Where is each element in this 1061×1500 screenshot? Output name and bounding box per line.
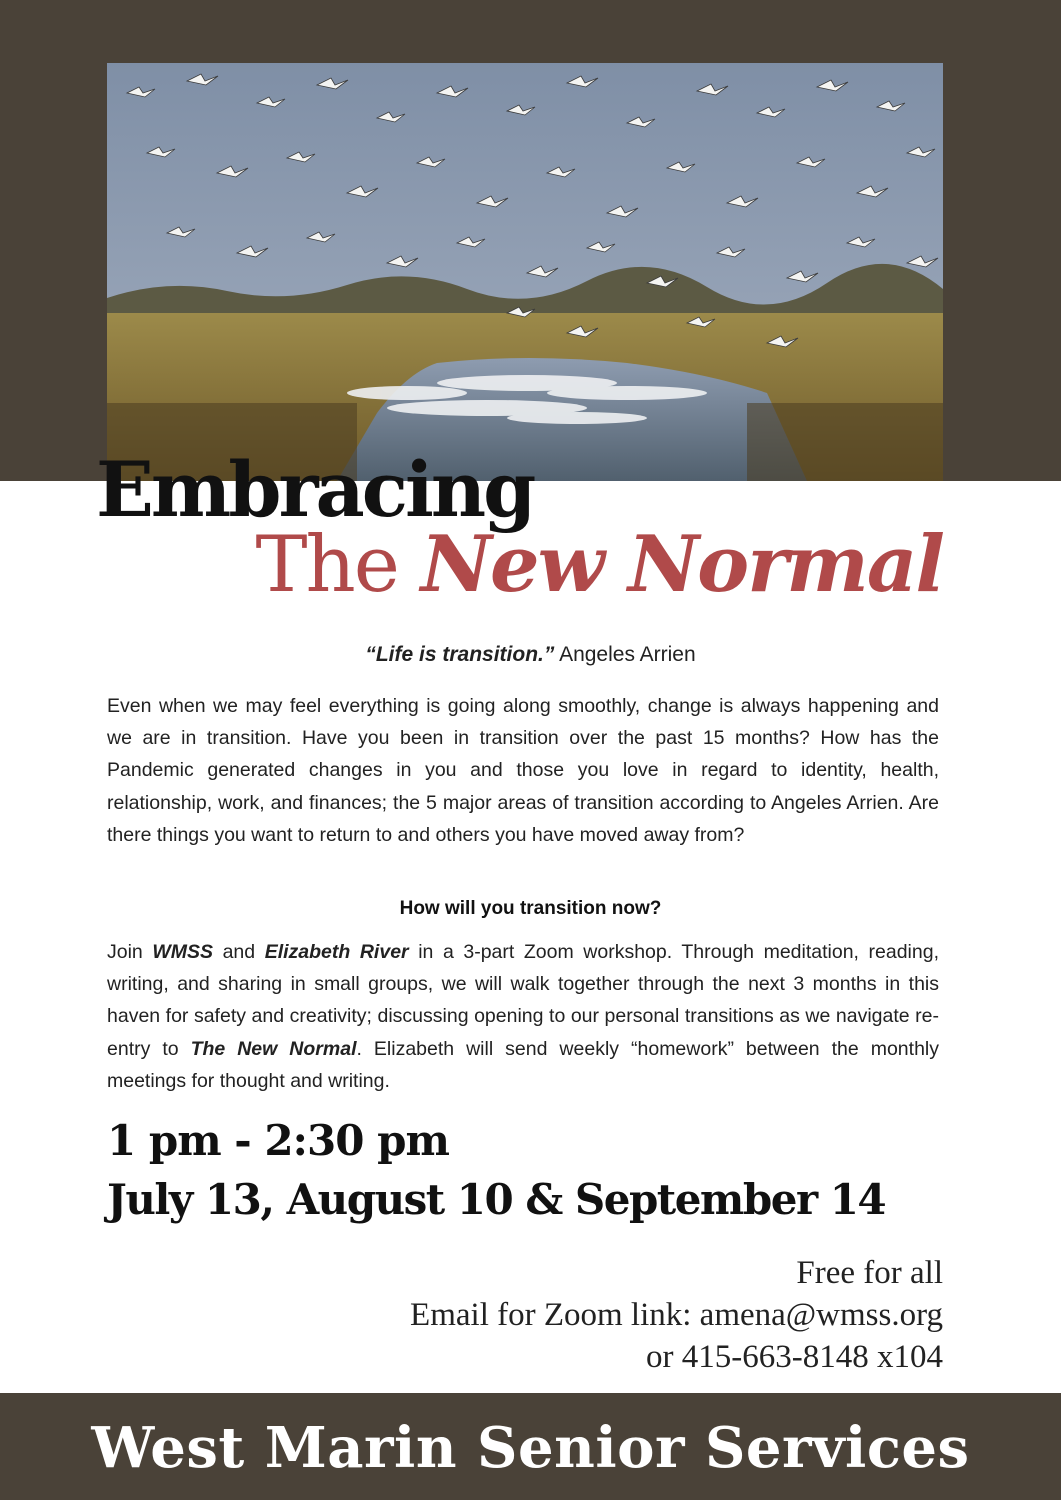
- workshop-details-paragraph: [107, 936, 939, 1097]
- org-short-name: WMSS: [152, 941, 214, 963]
- session-dates: July 13, August 10 & September 14: [107, 1175, 886, 1224]
- title-line-new-normal: [255, 519, 943, 610]
- opening-quote: [0, 643, 1061, 667]
- facilitator-name: Elizabeth River: [264, 941, 409, 963]
- title-the: The: [255, 520, 398, 610]
- new-normal-emphasis: The New Normal: [190, 1037, 357, 1060]
- wetland-birds-image: [107, 63, 943, 481]
- intro-paragraph: Even when we may feel everything is going along smoothly, change is always happening and we are in transition. Have you been in transition over the past 15 months? How has the Pandemic generated changes in you and those you love in regard to identity, health, relationship, work, and finances; the 5 major areas of transition according to Angeles Arrien. Are there things you want to return to and others you have moved away from?: [107, 695, 939, 846]
- organization-name: West Marin Senior Services: [91, 1415, 970, 1481]
- quote-text: “Life is transition.”: [365, 643, 555, 666]
- title-new-normal-italic: New Normal: [420, 519, 943, 610]
- title-line-embracing: Embracing: [96, 445, 534, 534]
- session-time: 1 pm - 2:30 pm: [107, 1116, 449, 1165]
- transition-question-heading: How will you transition now?: [399, 898, 662, 919]
- quote-author: Angeles Arrien: [559, 643, 696, 666]
- cost-line: Free for all: [796, 1255, 943, 1291]
- details-text-2: and: [213, 941, 265, 963]
- phone-line[interactable]: or 415-663-8148 x104: [646, 1339, 943, 1375]
- contact-info: [410, 1252, 943, 1378]
- details-text-4: . Elizabeth will send weekly “homework” between the monthly meetings for thought and writing.: [107, 1037, 939, 1092]
- email-line[interactable]: Email for Zoom link: amena@wmss.org: [410, 1297, 943, 1333]
- details-text-1: Join: [107, 941, 153, 963]
- details-text-3: in a 3-part Zoom workshop. Through meditation, reading, writing, and sharing in small groups, we will walk together through the next 3 months in this haven for safety and creativity; discussing opening to our personal transitions as we navigate re-entry to: [107, 941, 939, 1060]
- snow-geese-photo: [107, 63, 943, 481]
